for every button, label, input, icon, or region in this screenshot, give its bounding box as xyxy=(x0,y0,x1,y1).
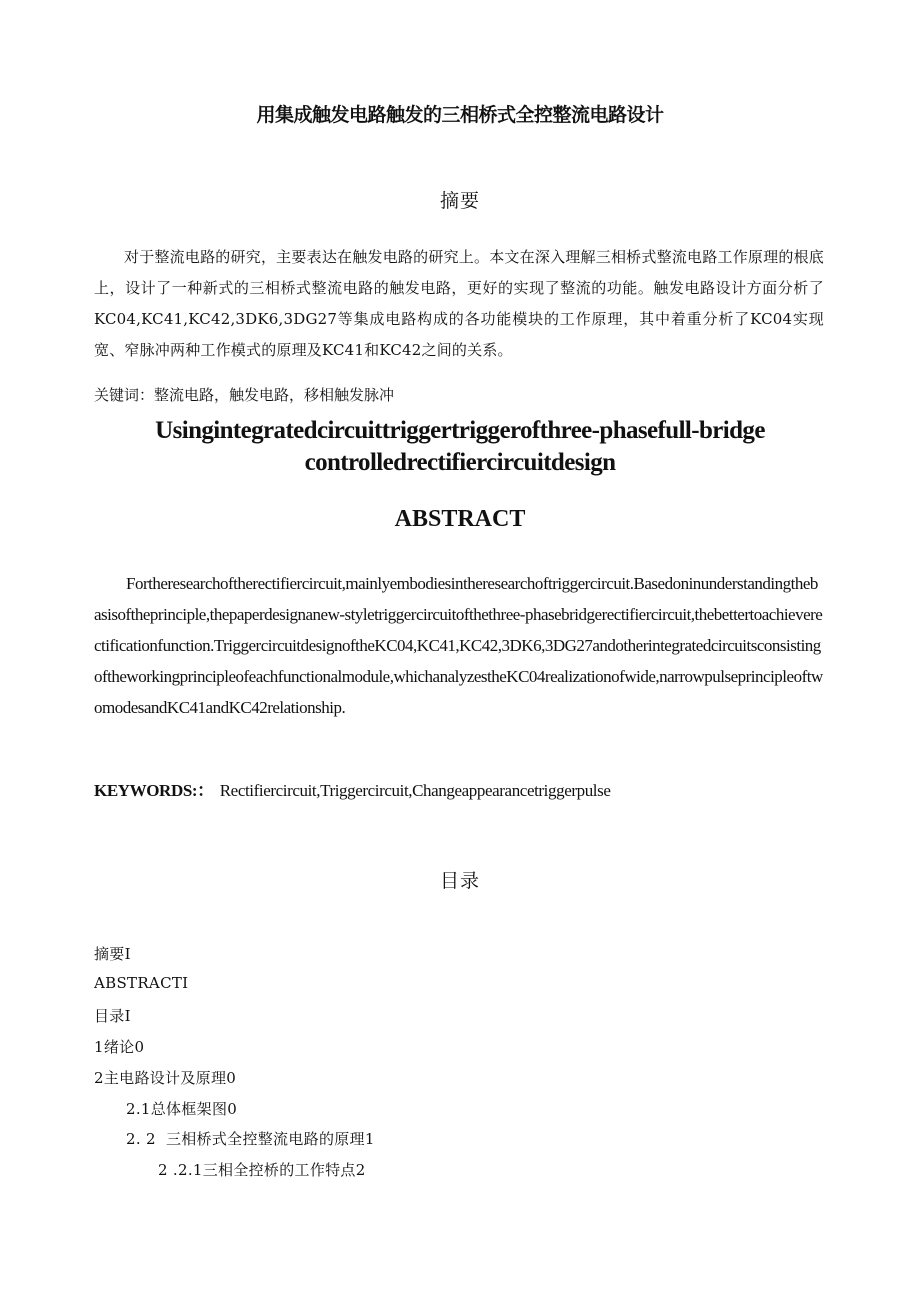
paper-title-en xyxy=(0,415,920,479)
keywords-en xyxy=(94,776,610,801)
keywords-cn: 关键词：整流电路，触发电路，移相触发脉冲 xyxy=(94,386,395,404)
abstract-heading-cn: 摘要 xyxy=(439,190,480,212)
toc-item[interactable]: 1绪论0 xyxy=(94,1038,145,1056)
abstract-body-cn xyxy=(94,242,824,366)
paper-title-cn: 用集成触发电路触发的三相桥式全控整流电路设计 xyxy=(256,104,664,126)
toc-item[interactable]: 2 .2.1三相全控桥的工作特点2 xyxy=(158,1161,366,1179)
toc-heading: 目录 xyxy=(439,870,480,892)
abstract-body-en xyxy=(94,568,824,723)
keywords-en-text: Rectifiercircuit,Triggercircuit,Changeappearancetriggerpulse xyxy=(219,781,611,800)
paper-title-en-line2: controlledrectifiercircuitdesign xyxy=(304,449,616,476)
toc-item[interactable]: 摘要I xyxy=(94,945,131,963)
toc-item[interactable]: 2主电路设计及原理0 xyxy=(94,1069,237,1087)
abstract-paragraph-cn: 对于整流电路的研究，主要表达在触发电路的研究上。本文在深入理解三相桥式整流电路工作原理的根底上，设计了一种新式的三相桥式整流电路的触发电路，更好的实现了整流的功能。触发电路设计方面分析了KC04,KC41,KC42,3DK6,3DG27等集成电路构成的各功能模块的工作原理，其中着重分析了KC04实现宽、窄脉冲两种工作模式的原理及KC41和KC42之间的关系。 xyxy=(94,248,824,359)
paper-title-en-line1: Usingintegratedcircuittriggertriggerofthree-phasefull-bridge xyxy=(155,417,765,444)
toc-item[interactable]: 目录I xyxy=(94,1007,131,1025)
abstract-heading-en: ABSTRACT xyxy=(394,506,526,532)
toc-item[interactable]: 2. 2 三相桥式全控整流电路的原理1 xyxy=(126,1130,375,1148)
keywords-en-label: KEYWORDS:： xyxy=(94,781,214,800)
toc-item[interactable]: ABSTRACTI xyxy=(94,974,189,992)
abstract-paragraph-en: Fortheresearchoftherectifiercircuit,mainlyembodiesintheresearchoftriggercircuit.Basedoninunderstandingthebasisoftheprinciple,thepaperdesignanew-styletriggercircuitofthethree-phasebridgerectifiercircuit,thebettertoachieverectificationfunction.TriggercircuitdesignoftheKC04,KC41,KC42,3DK6,3DG27andotherintegratedcircuitsconsistingoftheworkingprincipleofeachfunctionalmodule,whichanalyzestheKC04realizationofwide,narrowpulseprincipleoftwomodesandKC41andKC42relationship. xyxy=(94,574,823,717)
toc-item[interactable]: 2.1总体框架图0 xyxy=(126,1100,238,1118)
